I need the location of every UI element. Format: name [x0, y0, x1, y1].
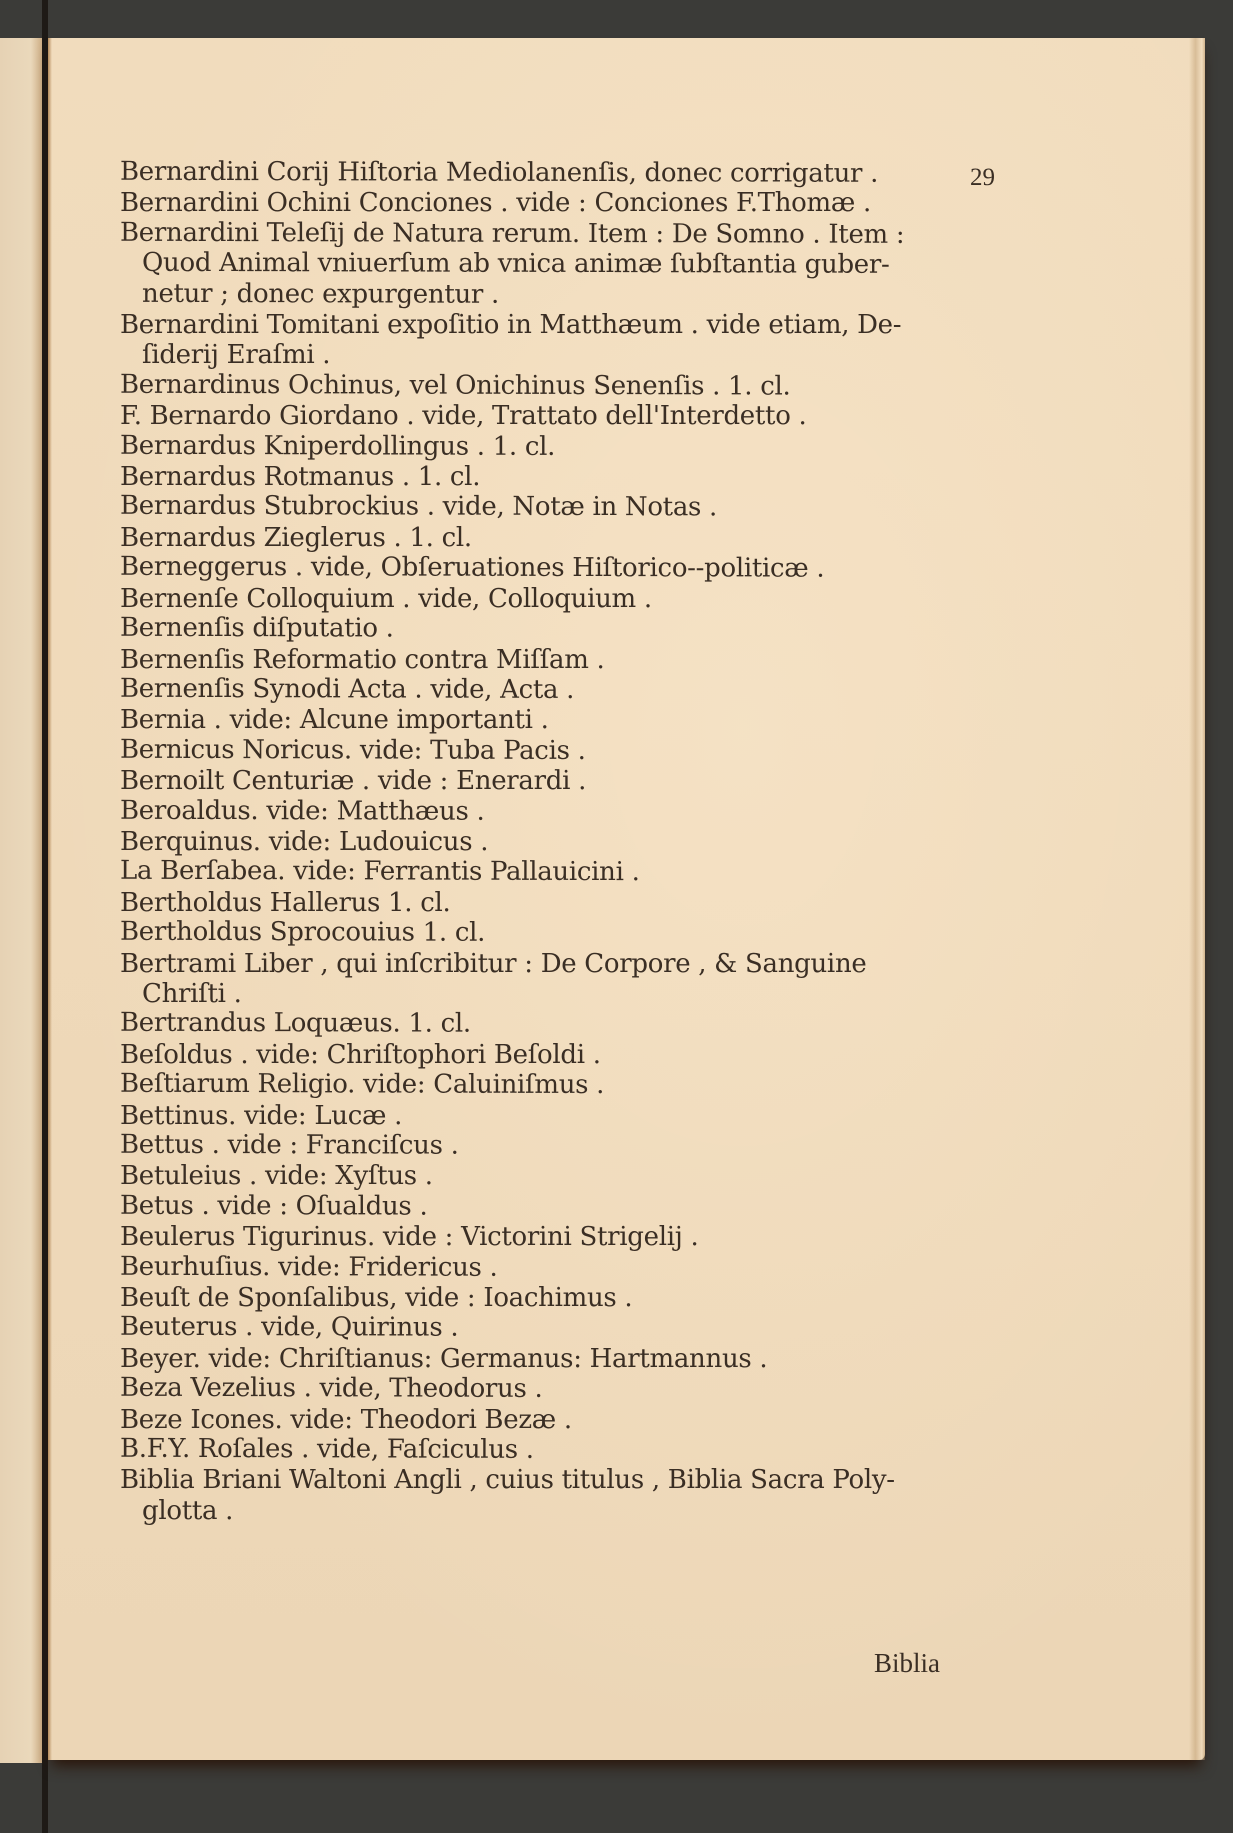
entry-line: Bertholdus Sprocouius 1. cl. [120, 916, 486, 948]
index-entry [120, 917, 1050, 950]
entry-line: Bernardini Teleſij de Natura rerum. Item : De Somno . Item : [120, 217, 905, 250]
entry-continuation-line: Quod Animal vniuerſum ab vnica animæ ſubſtantia guber- [142, 248, 890, 281]
index-entry [120, 888, 1050, 918]
index-entry [120, 157, 1050, 190]
index-entry [120, 1130, 1050, 1163]
index-entry [120, 645, 1050, 675]
entry-line: Bernicus Noricus. vide: Tuba Pacis . [120, 734, 586, 766]
entry-line: Beroaldus. vide: Matthæus . [120, 795, 485, 827]
index-entry [120, 1161, 1050, 1191]
index-entry [120, 766, 1050, 796]
entry-line: Beulerus Tigurinus. vide : Victorini Strigelij . [120, 1222, 699, 1253]
entry-line: Beyer. vide: Chriſtianus: Germanus: Hartmannus . [120, 1343, 768, 1374]
catchword: Biblia [874, 1648, 940, 1678]
entry-line: Bernardini Ochini Conciones . vide : Conciones F.Thomæ . [120, 188, 871, 219]
entry-line: Bernardus Rotmanus . 1. cl. [120, 462, 481, 493]
entry-continuation-line: ſiderij Eraſmi . [142, 340, 331, 371]
entry-line: Bernardus Stubrockius . vide, Notæ in Notas . [120, 491, 718, 523]
entry-line: Beze Icones. vide: Theodori Bezæ . [120, 1404, 572, 1435]
page-left-edge [48, 38, 52, 1760]
entry-line: Beuterus . vide, Quirinus . [120, 1312, 459, 1344]
index-entries [120, 158, 1050, 1526]
index-entry [120, 613, 1050, 646]
entry-line: Bernardus Zieglerus . 1. cl. [120, 522, 472, 553]
index-entry [120, 1434, 1050, 1467]
entry-line: Berquinus. vide: Ludouicus . [120, 826, 489, 857]
index-entry [120, 584, 1050, 614]
entry-line: Bernenſis Synodi Acta . vide, Acta . [120, 673, 575, 705]
entry-line: Berneggerus . vide, Obſeruationes Hiſtorico--politicæ . [120, 552, 825, 584]
index-entry [120, 1251, 1050, 1284]
entry-line: Bernardini Corij Hiſtoria Mediolanenſis, donec corrigatur . [120, 156, 879, 189]
entry-line: Bernardinus Ochinus, vel Onichinus Senenſis . 1. cl. [120, 369, 791, 402]
entry-line: Bernia . vide: Alcune importanti . [120, 705, 549, 736]
entry-line: Bernenſis Reformatio contra Miſſam . [120, 644, 605, 675]
index-entry [120, 310, 1050, 371]
index-entry [120, 1465, 1050, 1526]
entry-line: Betus . vide : Oſualdus . [120, 1190, 428, 1222]
index-entry [120, 705, 1050, 735]
index-entry [120, 1191, 1050, 1224]
index-entry [120, 1283, 1050, 1313]
entry-line: La Berſabea. vide: Ferrantis Pallauicini . [120, 856, 640, 888]
index-entry [120, 827, 1050, 857]
index-entry [120, 735, 1050, 768]
entry-line: Bernenſe Colloquium . vide, Colloquium . [120, 583, 652, 614]
entry-line: Bertrandus Loquæus. 1. cl. [120, 1008, 471, 1040]
index-entry [120, 401, 1050, 431]
index-entry [120, 430, 1050, 463]
previous-page-edge [0, 38, 44, 1763]
book-page [48, 38, 1205, 1760]
entry-continuation-line: netur ; donec expurgentur . [142, 278, 499, 310]
index-entry [120, 523, 1050, 553]
entry-line: B.F.Y. Roſales . vide, Faſciculus . [120, 1433, 534, 1465]
entry-line: Bernardini Tomitani expoſitio in Matthæum . vide etiam, De- [120, 310, 902, 341]
index-entry [120, 491, 1050, 524]
entry-continuation-line: Chriſti . [142, 978, 242, 1009]
entry-line: Betuleius . vide: Xyſtus . [120, 1161, 433, 1192]
index-entry [120, 1101, 1050, 1131]
index-entry [120, 949, 1050, 1010]
index-entry [120, 462, 1050, 492]
index-entry [120, 552, 1050, 585]
entry-line: Beza Vezelius . vide, Theodorus . [120, 1373, 543, 1405]
entry-line: Beurhuſius. vide: Fridericus . [120, 1251, 498, 1283]
index-entry [120, 370, 1050, 403]
index-entry [120, 1222, 1050, 1252]
entry-line: Bernenſis diſputatio . [120, 612, 394, 644]
index-entry [120, 1040, 1050, 1070]
entry-line: Bertholdus Hallerus 1. cl. [120, 887, 451, 918]
index-entry [120, 674, 1050, 707]
entry-line: F. Bernardo Giordano . vide, Trattato dell'Interdetto . [120, 401, 807, 432]
index-entry [120, 1344, 1050, 1374]
index-entry [120, 218, 1050, 312]
entry-line: Beſoldus . vide: Chriſtophori Beſoldi . [120, 1039, 601, 1070]
index-entry [120, 188, 1050, 218]
entry-line: Bernardus Kniperdollingus . 1. cl. [120, 430, 556, 462]
index-entry [120, 1312, 1050, 1345]
entry-line: Bettinus. vide: Lucæ . [120, 1100, 403, 1131]
page-fold-edge [1189, 38, 1205, 1760]
entry-continuation-line: glotta . [142, 1495, 234, 1526]
index-entry [120, 795, 1050, 828]
entry-line: Beuſt de Sponſalibus, vide : Ioachimus . [120, 1283, 633, 1314]
entry-line: Bettus . vide : Franciſcus . [120, 1129, 459, 1161]
index-entry [120, 1405, 1050, 1435]
entry-line: Bertrami Liber , qui inſcribitur : De Corpore , & Sanguine [120, 948, 867, 979]
index-entry [120, 856, 1050, 889]
index-entry [120, 1069, 1050, 1102]
entry-line: Biblia Briani Waltoni Angli , cuius titulus , Biblia Sacra Poly- [120, 1465, 895, 1496]
entry-line: Beſtiarum Religio. vide: Caluiniſmus . [120, 1068, 605, 1101]
page-number: 29 [970, 164, 995, 191]
index-entry [120, 1008, 1050, 1041]
index-entry [120, 1373, 1050, 1406]
entry-line: Bernoilt Centuriæ . vide : Enerardi . [120, 766, 587, 797]
